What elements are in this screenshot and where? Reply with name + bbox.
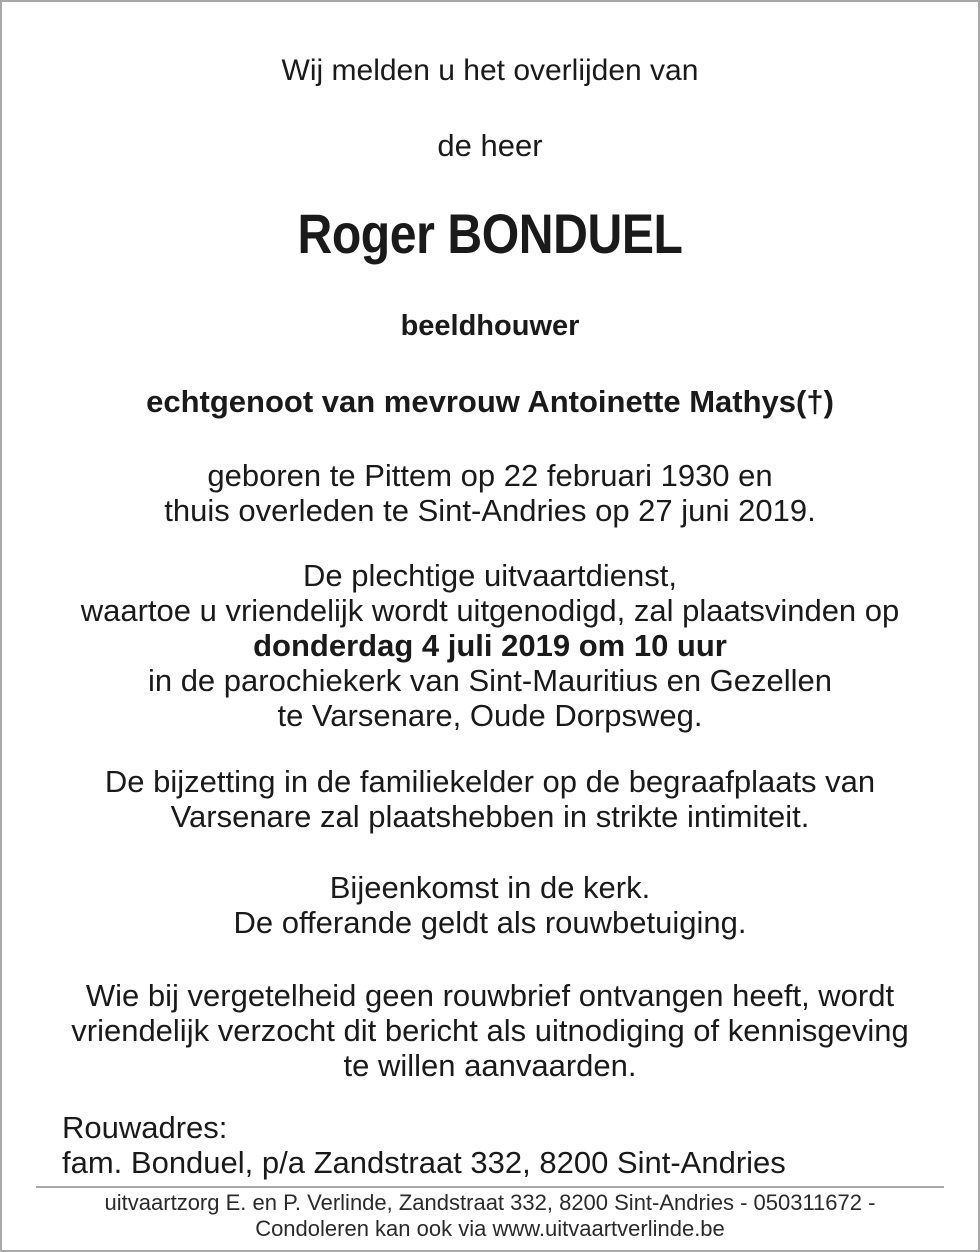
gathering-block — [2, 870, 978, 940]
footer-condolence: Condoleren kan ook via www.uitvaartverlinde.be — [255, 1216, 725, 1241]
service-block — [2, 558, 978, 733]
birth-line: geboren te Pittem op 22 februari 1930 en — [207, 458, 773, 493]
burial-line-1: De bijzetting in de familiekelder op de begraafplaats van — [104, 764, 876, 799]
service-date: donderdag 4 juli 2019 om 10 uur — [253, 628, 727, 663]
request-line-2: vriendelijk verzocht dit bericht als uitnodiging of kennisgeving — [71, 1013, 909, 1048]
profession: beeldhouwer — [400, 310, 580, 342]
request-line-1: Wie bij vergetelheid geen rouwbrief ontvangen heeft, wordt — [85, 978, 895, 1013]
spouse-line: echtgenoot van mevrouw Antoinette Mathys(†) — [146, 384, 834, 419]
burial-line-2: Varsenare zal plaatshebben in strikte intimiteit. — [170, 799, 810, 834]
footer-divider — [36, 1186, 944, 1188]
intro-text: Wij melden u het overlijden van — [281, 54, 699, 87]
footer-undertaker: uitvaartzorg E. en P. Verlinde, Zandstraat 332, 8200 Sint-Andries - 050311672 - — [104, 1190, 876, 1215]
mourning-address — [62, 1110, 786, 1180]
request-block — [2, 978, 978, 1083]
gathering-line-2: De offerande geldt als rouwbetuiging. — [233, 905, 747, 940]
birth-death-block — [2, 458, 978, 528]
service-line-1: De plechtige uitvaartdienst, — [303, 558, 677, 593]
request-line-3: te willen aanvaarden. — [343, 1048, 637, 1083]
gathering-line-1: Bijeenkomst in de kerk. — [329, 870, 651, 905]
deceased-name: Roger BONDUEL — [297, 202, 683, 265]
honorific-title: de heer — [437, 128, 543, 163]
service-line-2: waartoe u vriendelijk wordt uitgenodigd, zal plaatsvinden op — [80, 593, 900, 628]
service-line-4: in de parochiekerk van Sint-Mauritius en Gezellen — [147, 663, 833, 698]
footer — [2, 1190, 978, 1242]
death-line: thuis overleden te Sint-Andries op 27 juni 2019. — [164, 493, 816, 528]
burial-block — [2, 764, 978, 834]
address-label: Rouwadres: — [62, 1110, 228, 1145]
address-text: fam. Bonduel, p/a Zandstraat 332, 8200 Sint-Andries — [62, 1145, 786, 1180]
service-line-5: te Varsenare, Oude Dorpsweg. — [277, 698, 703, 733]
